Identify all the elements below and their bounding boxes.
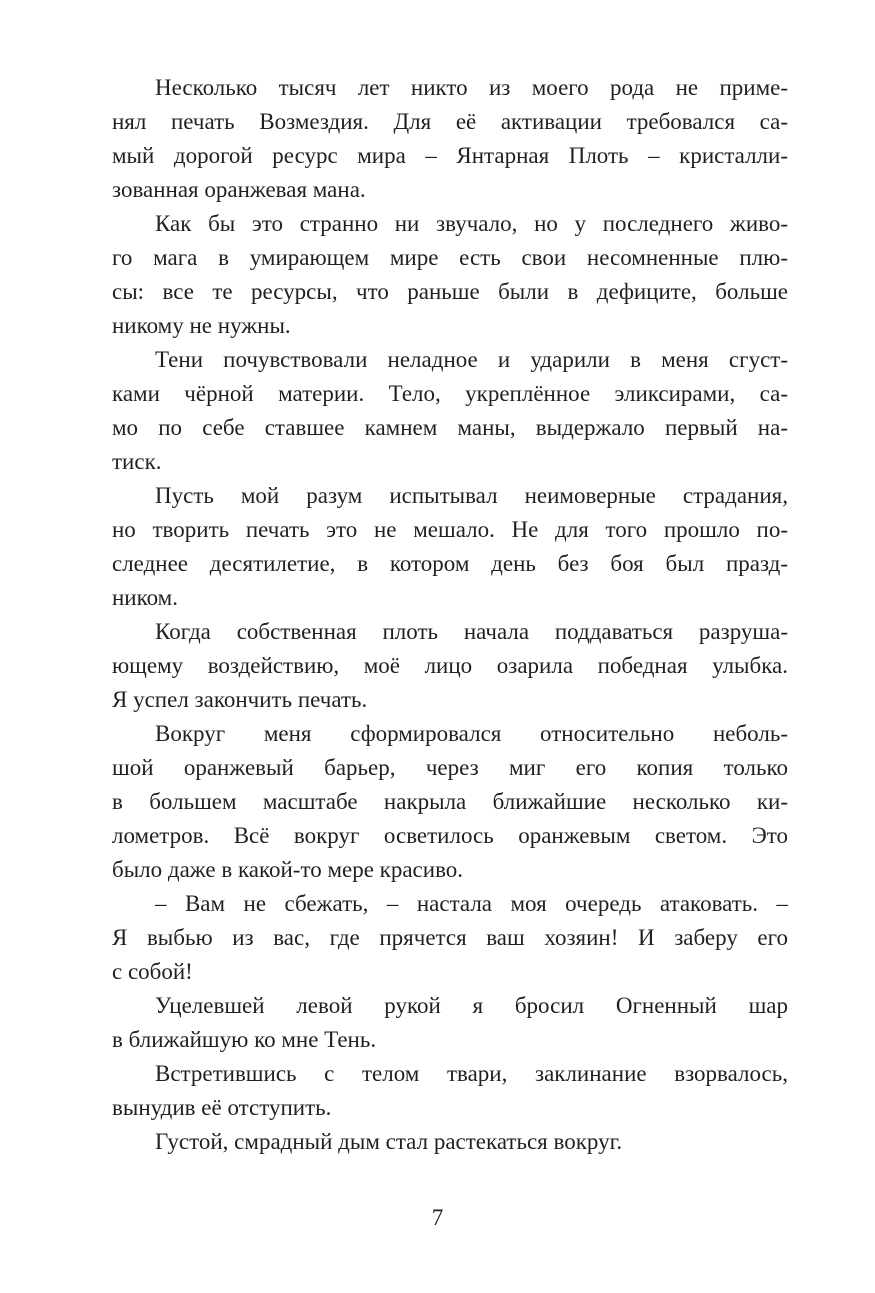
paragraph: [112, 479, 788, 615]
text-line: ником.: [112, 585, 178, 610]
text-line: Уцелевшей левой рукой я бросил Огненный шар: [155, 993, 788, 1018]
text-line: в большем масштабе накрыла ближайшие несколько ки-: [112, 789, 788, 814]
text-line: мый дорогой ресурс мира – Янтарная Плоть – кристалли-: [112, 143, 788, 168]
text-line: шой оранжевый барьер, через миг его копия только: [112, 755, 788, 780]
text-line: лометров. Всё вокруг осветилось оранжевым светом. Это: [112, 823, 788, 848]
text-line: го мага в умирающем мире есть свои несомненные плю-: [112, 245, 788, 270]
text-line: следнее десятилетие, в котором день без боя был празд-: [112, 551, 788, 576]
text-line: ками чёрной материи. Тело, укреплённое эликсирами, са-: [112, 381, 788, 406]
book-page-text: [112, 71, 788, 1159]
paragraph: [112, 71, 788, 207]
text-line: – Вам не сбежать, – настала моя очередь атаковать. –: [155, 891, 788, 916]
paragraph: [112, 207, 788, 343]
text-line: вынудив её отступить.: [112, 1095, 332, 1120]
text-line: Я выбью из вас, где прячется ваш хозяин! И заберу его: [112, 925, 788, 950]
text-line: тиск.: [112, 449, 162, 474]
paragraph: [112, 1057, 788, 1125]
text-line: нял печать Возмездия. Для её активации требовался са-: [112, 109, 788, 134]
text-line: Тени почувствовали неладное и ударили в меня сгуст-: [155, 347, 788, 372]
text-line: было даже в какой-то мере красиво.: [112, 857, 464, 882]
text-line: Вокруг меня сформировался относительно неболь-: [155, 721, 788, 746]
text-line: с собой!: [112, 959, 193, 984]
text-line: никому не нужны.: [112, 313, 291, 338]
paragraph: [112, 887, 788, 989]
text-line: сы: все те ресурсы, что раньше были в дефиците, больше: [112, 279, 788, 304]
text-line: Я успел закончить печать.: [112, 687, 368, 712]
paragraph: [112, 615, 788, 717]
text-line: но творить печать это не мешало. Не для того прошло по-: [112, 517, 788, 542]
text-line: Несколько тысяч лет никто из моего рода не приме-: [155, 75, 788, 100]
paragraph: [112, 343, 788, 479]
paragraph: [112, 1125, 788, 1159]
text-line: мо по себе ставшее камнем маны, выдержало первый на-: [112, 415, 788, 440]
text-line: ющему воздействию, моё лицо озарила победная улыбка.: [112, 653, 788, 678]
text-line: Встретившись с телом твари, заклинание взорвалось,: [155, 1061, 788, 1086]
paragraph: [112, 717, 788, 887]
text-line: Когда собственная плоть начала поддаваться разруша-: [155, 619, 788, 644]
text-line: Как бы это странно ни звучало, но у последнего живо-: [155, 211, 788, 236]
paragraph: [112, 989, 788, 1057]
page-number: 7: [431, 1205, 444, 1230]
text-line: Пусть мой разум испытывал неимоверные страдания,: [155, 483, 788, 508]
text-line: Густой, смрадный дым стал растекаться вокруг.: [155, 1129, 623, 1154]
text-line: в ближайшую ко мне Тень.: [112, 1027, 377, 1052]
text-line: зованная оранжевая мана.: [112, 177, 366, 202]
